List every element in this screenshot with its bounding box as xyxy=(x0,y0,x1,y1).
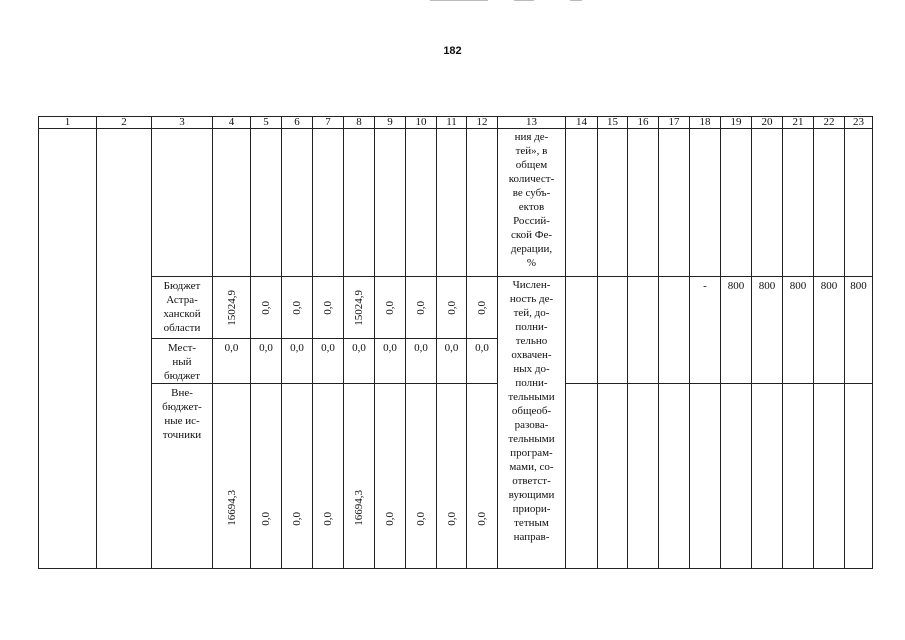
value-text: 0,0 xyxy=(322,512,334,526)
value-cell xyxy=(375,277,406,339)
top-scan-line xyxy=(430,0,488,1)
target-value: 800 xyxy=(758,280,776,292)
indicator-line: програм- xyxy=(510,447,553,459)
indicator-line: тетным xyxy=(514,517,549,529)
source-line: ный xyxy=(172,356,192,368)
empty-cell xyxy=(659,339,690,384)
value-text: 0,0 xyxy=(476,300,488,315)
value-cell xyxy=(344,384,375,569)
indicator-line: вующими xyxy=(508,489,555,501)
value-text: 0,0 xyxy=(259,342,273,354)
empty-cell xyxy=(375,129,406,277)
source-line: бюджет xyxy=(164,370,200,382)
target-cell xyxy=(783,277,814,339)
source-line: ханской xyxy=(163,308,201,320)
indicator-line: ектов xyxy=(518,201,545,213)
empty-cell xyxy=(282,129,313,277)
indicator-line: мами, со- xyxy=(509,461,554,473)
header-cell: 22 xyxy=(814,117,845,129)
funding-source-cell xyxy=(152,339,213,384)
indicator-line: тельными xyxy=(508,391,555,403)
value-cell xyxy=(213,277,251,339)
value-text: 0,0 xyxy=(444,342,459,354)
table-row xyxy=(39,277,873,339)
empty-cell xyxy=(659,129,690,277)
value-cell xyxy=(251,384,282,569)
empty-cell xyxy=(628,339,659,384)
header-cell: 10 xyxy=(406,117,437,129)
value-cell xyxy=(467,339,498,384)
header-row xyxy=(39,117,873,129)
value-cell xyxy=(282,277,313,339)
value-text: 15024,9 xyxy=(225,289,238,326)
value-cell xyxy=(313,384,344,569)
empty-cell xyxy=(721,129,752,277)
target-cell xyxy=(752,277,783,339)
empty-cell xyxy=(814,384,845,569)
value-cell xyxy=(313,339,344,384)
header-cell: 17 xyxy=(659,117,690,129)
empty-cell xyxy=(628,277,659,339)
value-text: 0,0 xyxy=(290,342,304,354)
header-cell: 21 xyxy=(783,117,814,129)
indicator-line: Числен- xyxy=(512,279,551,291)
header-cell: 4 xyxy=(213,117,251,129)
empty-cell xyxy=(566,384,598,569)
source-line: Астра- xyxy=(166,294,198,306)
value-text: 16694,3 xyxy=(225,490,238,526)
value-cell xyxy=(213,384,251,569)
value-text: 16694,3 xyxy=(353,490,365,526)
value-text: 0,0 xyxy=(260,300,272,315)
funding-source-cell xyxy=(152,277,213,339)
header-cell: 14 xyxy=(566,117,598,129)
indicator-line: тельно xyxy=(515,335,548,347)
empty-cell xyxy=(814,129,845,277)
value-cell xyxy=(375,384,406,569)
program-table xyxy=(38,116,873,569)
header-cell: 1 xyxy=(39,117,97,129)
value-text: 0,0 xyxy=(445,512,458,526)
indicator-line: тельными xyxy=(508,433,555,445)
empty-cell xyxy=(598,129,628,277)
table-row xyxy=(39,384,873,569)
empty-cell xyxy=(313,129,344,277)
empty-cell xyxy=(752,339,783,384)
indicator-line: количест- xyxy=(508,173,555,185)
empty-cell xyxy=(598,384,628,569)
indicator-cell xyxy=(498,277,566,569)
indicator-line: полни- xyxy=(515,377,548,389)
indicator-line: ния де- xyxy=(514,131,549,143)
value-text: 0,0 xyxy=(260,512,272,526)
empty-cell xyxy=(97,129,152,569)
value-cell xyxy=(344,277,375,339)
value-cell xyxy=(467,277,498,339)
indicator-line: общеоб- xyxy=(511,405,552,417)
value-text: 0,0 xyxy=(384,512,396,526)
empty-cell xyxy=(566,277,598,339)
header-cell: 11 xyxy=(437,117,467,129)
top-scan-line xyxy=(514,0,534,1)
empty-cell xyxy=(628,129,659,277)
value-cell xyxy=(375,339,406,384)
value-text: 0,0 xyxy=(321,342,335,354)
target-value: 800 xyxy=(789,280,807,292)
empty-cell xyxy=(845,384,873,569)
source-line: Бюджет xyxy=(163,280,201,292)
empty-cell xyxy=(406,129,437,277)
empty-cell xyxy=(437,129,467,277)
empty-cell xyxy=(598,277,628,339)
empty-cell xyxy=(752,384,783,569)
header-cell: 7 xyxy=(313,117,344,129)
empty-cell xyxy=(783,339,814,384)
empty-cell xyxy=(814,339,845,384)
value-text: 0,0 xyxy=(383,342,397,354)
target-value: 800 xyxy=(727,280,745,292)
value-cell xyxy=(313,277,344,339)
empty-cell xyxy=(752,129,783,277)
indicator-line: тей», в xyxy=(515,145,548,157)
empty-cell xyxy=(39,129,97,569)
header-cell: 8 xyxy=(344,117,375,129)
target-value: - xyxy=(703,280,707,292)
value-cell xyxy=(406,339,437,384)
value-text: 0,0 xyxy=(475,342,489,354)
empty-cell xyxy=(467,129,498,277)
header-cell: 18 xyxy=(690,117,721,129)
indicator-line: охвачен- xyxy=(511,349,552,361)
indicator-line: дерации, xyxy=(510,243,553,255)
value-cell xyxy=(406,277,437,339)
header-cell: 13 xyxy=(498,117,566,129)
source-line: точники xyxy=(162,429,202,441)
indicator-line: % xyxy=(526,257,537,269)
header-cell: 16 xyxy=(628,117,659,129)
value-cell xyxy=(213,339,251,384)
value-cell xyxy=(282,384,313,569)
indicator-line: полни- xyxy=(515,321,548,333)
empty-cell xyxy=(690,129,721,277)
indicator-line: ных до- xyxy=(513,363,550,375)
empty-cell xyxy=(659,277,690,339)
target-cell xyxy=(814,277,845,339)
empty-cell xyxy=(628,384,659,569)
target-value: 800 xyxy=(850,280,867,292)
empty-cell xyxy=(721,384,752,569)
empty-cell xyxy=(344,129,375,277)
value-text: 0,0 xyxy=(384,300,396,315)
header-cell: 15 xyxy=(598,117,628,129)
header-cell: 20 xyxy=(752,117,783,129)
value-text: 0,0 xyxy=(414,342,428,354)
source-line: области xyxy=(163,322,201,334)
empty-cell xyxy=(690,339,721,384)
value-text: 0,0 xyxy=(291,512,303,526)
funding-source xyxy=(152,339,212,383)
empty-cell xyxy=(659,384,690,569)
value-cell xyxy=(437,277,467,339)
value-cell xyxy=(282,339,313,384)
indicator-line: тей, до- xyxy=(513,307,550,319)
source-line: бюджет- xyxy=(162,401,202,413)
target-cell xyxy=(721,277,752,339)
header-cell: 5 xyxy=(251,117,282,129)
indicator-text xyxy=(498,129,565,270)
empty-cell xyxy=(566,129,598,277)
target-cell xyxy=(690,277,721,339)
table-row xyxy=(39,339,873,384)
header-cell: 12 xyxy=(467,117,498,129)
empty-cell xyxy=(251,129,282,277)
value-text: 0,0 xyxy=(415,512,427,526)
empty-cell xyxy=(845,339,873,384)
header-cell: 6 xyxy=(282,117,313,129)
table-row xyxy=(39,129,873,277)
indicator-line: ность де- xyxy=(509,293,554,305)
indicator-line: общем xyxy=(515,159,548,171)
empty-cell xyxy=(598,339,628,384)
value-cell xyxy=(437,384,467,569)
value-cell xyxy=(344,339,375,384)
page-number: 182 xyxy=(443,45,462,57)
value-text: 0,0 xyxy=(322,300,334,315)
value-text: 0,0 xyxy=(224,342,239,354)
funding-source xyxy=(152,384,212,442)
indicator-line: ве субъ- xyxy=(512,187,551,199)
target-value: 800 xyxy=(820,280,838,292)
indicator-line: приори- xyxy=(512,503,551,515)
empty-cell xyxy=(783,384,814,569)
value-cell xyxy=(437,339,467,384)
value-cell xyxy=(467,384,498,569)
target-cell xyxy=(845,277,873,339)
source-line: Вне- xyxy=(171,387,193,399)
indicator-cell xyxy=(498,129,566,277)
value-text: 0,0 xyxy=(445,300,458,315)
empty-cell xyxy=(783,129,814,277)
empty-cell xyxy=(566,339,598,384)
header-cell: 19 xyxy=(721,117,752,129)
empty-cell xyxy=(213,129,251,277)
indicator-line: ответст- xyxy=(512,475,551,487)
indicator-line: Россий- xyxy=(513,215,550,227)
value-text: 0,0 xyxy=(476,512,488,526)
source-line: Мест- xyxy=(167,342,197,354)
value-text: 0,0 xyxy=(291,300,303,315)
value-cell xyxy=(406,384,437,569)
funding-source-cell xyxy=(152,384,213,569)
indicator-line: разова- xyxy=(514,419,549,431)
empty-cell xyxy=(152,129,213,277)
source-line: ные ис- xyxy=(164,415,200,427)
header-cell: 2 xyxy=(97,117,152,129)
indicator-line: направ- xyxy=(513,531,550,543)
value-cell xyxy=(251,339,282,384)
value-text: 0,0 xyxy=(415,300,427,315)
value-text: 15024,9 xyxy=(353,289,365,326)
header-cell: 3 xyxy=(152,117,213,129)
value-cell xyxy=(251,277,282,339)
empty-cell xyxy=(690,384,721,569)
top-scan-line xyxy=(570,0,582,1)
indicator-line: ской Фе- xyxy=(510,229,553,241)
header-cell: 9 xyxy=(375,117,406,129)
empty-cell xyxy=(721,339,752,384)
funding-source xyxy=(152,277,212,335)
value-text: 0,0 xyxy=(352,342,366,354)
header-cell: 23 xyxy=(845,117,873,129)
indicator-text xyxy=(498,277,565,544)
empty-cell xyxy=(845,129,873,277)
